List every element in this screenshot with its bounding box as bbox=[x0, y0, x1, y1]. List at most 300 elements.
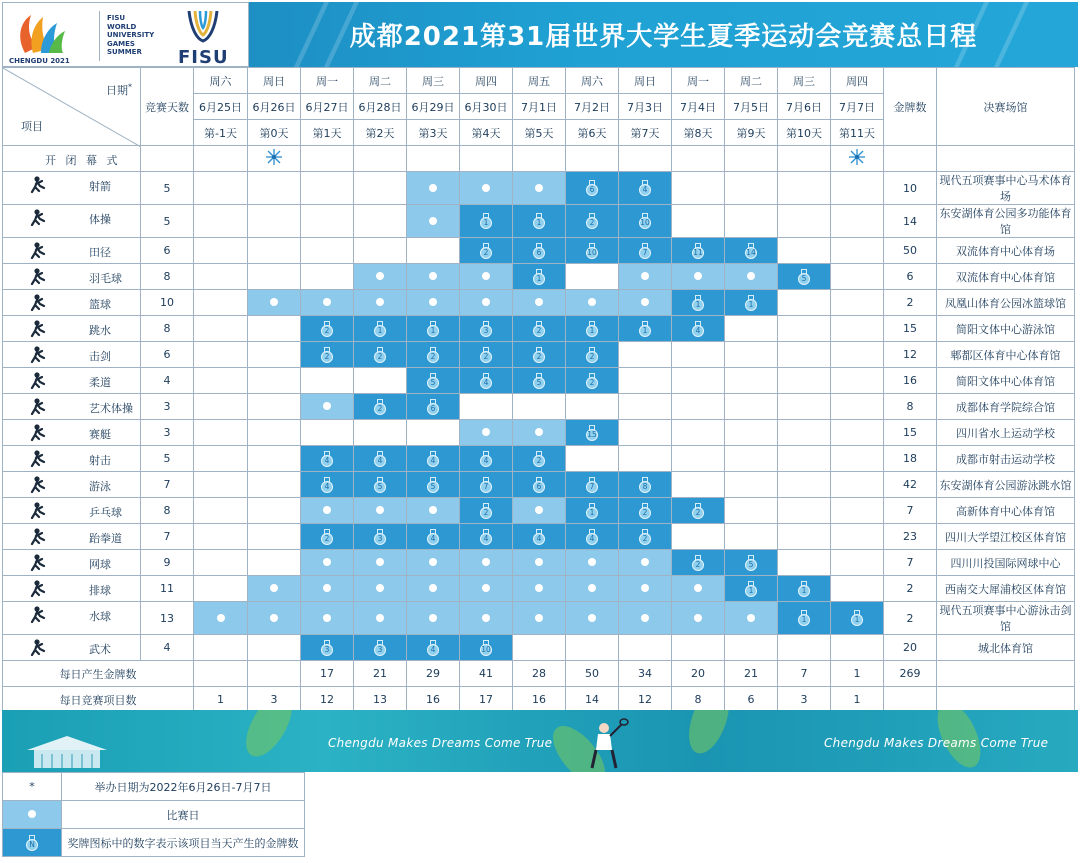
daily-gold-value: 7 bbox=[778, 661, 831, 687]
weekday: 周六 bbox=[194, 68, 248, 94]
day-cell bbox=[778, 238, 831, 264]
medal-icon bbox=[427, 399, 439, 415]
day-cell bbox=[619, 550, 672, 576]
basketball-icon bbox=[29, 293, 51, 311]
competition-day-dot-icon bbox=[535, 584, 543, 592]
gold-count: 6 bbox=[884, 264, 937, 290]
game-day: 第3天 bbox=[407, 120, 460, 146]
competition-days: 6 bbox=[141, 342, 194, 368]
gold-column-header: 金牌数 bbox=[884, 68, 937, 146]
daily-gold-value bbox=[194, 661, 248, 687]
day-cell bbox=[301, 472, 354, 498]
volleyball-icon bbox=[29, 579, 51, 597]
day-cell bbox=[778, 472, 831, 498]
day-cell bbox=[460, 394, 513, 420]
competition-day-dot-icon bbox=[535, 184, 543, 192]
medal-icon bbox=[427, 451, 439, 467]
day-cell bbox=[407, 290, 460, 316]
day-cell bbox=[619, 498, 672, 524]
sport-row bbox=[3, 368, 1075, 394]
competition-day-dot-icon bbox=[482, 184, 490, 192]
day-cell bbox=[778, 368, 831, 394]
medal-icon bbox=[533, 321, 545, 337]
ceremony-label bbox=[3, 146, 141, 172]
item-axis-label: 项目 bbox=[21, 120, 43, 133]
rowing-icon bbox=[29, 423, 51, 441]
competition-days: 4 bbox=[141, 635, 194, 661]
day-cell bbox=[619, 172, 672, 205]
sport-label bbox=[3, 368, 141, 394]
day-cell bbox=[831, 446, 884, 472]
weekday: 周三 bbox=[407, 68, 460, 94]
sport-label bbox=[3, 172, 141, 205]
sport-row bbox=[3, 498, 1075, 524]
day-cell bbox=[248, 316, 301, 342]
day-cell bbox=[407, 550, 460, 576]
day-cell bbox=[194, 446, 248, 472]
competition-day-dot-icon bbox=[217, 614, 225, 622]
competition-day-dot-icon bbox=[323, 298, 331, 306]
day-cell bbox=[619, 342, 672, 368]
day-cell bbox=[301, 446, 354, 472]
sport-label bbox=[3, 238, 141, 264]
day-cell bbox=[619, 368, 672, 394]
game-day: 第1天 bbox=[301, 120, 354, 146]
medal-count: 2 bbox=[321, 533, 333, 545]
sport-row bbox=[3, 472, 1075, 498]
sport-label bbox=[3, 550, 141, 576]
competition-day-dot-icon bbox=[482, 614, 490, 622]
medal-count: 8 bbox=[639, 481, 651, 493]
sport-name: 乒乓球 bbox=[89, 506, 122, 519]
day-cell bbox=[778, 264, 831, 290]
day-cell bbox=[194, 635, 248, 661]
legend-text: 举办日期为2022年6月26日-7月7日 bbox=[62, 773, 305, 801]
competition-day-dot-icon bbox=[429, 584, 437, 592]
medal-icon bbox=[745, 243, 757, 259]
gold-count: 42 bbox=[884, 472, 937, 498]
medal-icon bbox=[586, 243, 598, 259]
sport-row bbox=[3, 394, 1075, 420]
archery-icon bbox=[29, 175, 51, 193]
legend-row bbox=[3, 773, 305, 801]
daily-gold-value: 21 bbox=[354, 661, 407, 687]
title-bar bbox=[249, 2, 1078, 67]
medal-icon bbox=[374, 399, 386, 415]
day-cell bbox=[725, 238, 778, 264]
wushu-icon bbox=[29, 638, 51, 656]
day-cell bbox=[831, 602, 884, 635]
day-cell bbox=[513, 264, 566, 290]
gold-count: 50 bbox=[884, 238, 937, 264]
medal-count: 2 bbox=[586, 217, 598, 229]
medal-icon bbox=[374, 347, 386, 363]
medal-count: 2 bbox=[321, 325, 333, 337]
day-cell bbox=[778, 498, 831, 524]
daily-events-value: 3 bbox=[778, 687, 831, 713]
daily-events-value: 14 bbox=[566, 687, 619, 713]
day-cell bbox=[407, 146, 460, 172]
day-cell bbox=[619, 635, 672, 661]
medal-count: 10 bbox=[481, 644, 491, 654]
day-cell bbox=[778, 316, 831, 342]
badminton-icon bbox=[29, 267, 51, 285]
day-cell bbox=[778, 172, 831, 205]
daily-events-value: 16 bbox=[407, 687, 460, 713]
day-cell bbox=[513, 172, 566, 205]
competition-day-dot-icon bbox=[376, 558, 384, 566]
day-cell bbox=[619, 205, 672, 238]
medal-count: 5 bbox=[427, 377, 439, 389]
competition-day-dot-icon bbox=[429, 272, 437, 280]
medal-count: 10 bbox=[640, 218, 650, 227]
day-cell bbox=[301, 576, 354, 602]
weekday: 周一 bbox=[301, 68, 354, 94]
day-cell bbox=[460, 368, 513, 394]
medal-icon bbox=[692, 321, 704, 337]
day-cell bbox=[725, 394, 778, 420]
pagoda-illustration-icon bbox=[22, 728, 112, 768]
medal-count: 2 bbox=[374, 351, 386, 363]
competition-day-dot-icon bbox=[376, 272, 384, 280]
day-cell bbox=[672, 146, 725, 172]
sport-row bbox=[3, 290, 1075, 316]
competition-day-dot-icon bbox=[323, 402, 331, 410]
daily-events-value: 13 bbox=[354, 687, 407, 713]
day-cell bbox=[354, 635, 407, 661]
game-day: 第-1天 bbox=[194, 120, 248, 146]
competition-day-dot-icon bbox=[641, 614, 649, 622]
slogan-left: Chengdu Makes Dreams Come True bbox=[328, 736, 553, 750]
badminton-player-icon bbox=[582, 718, 632, 770]
day-cell bbox=[301, 368, 354, 394]
day-cell bbox=[566, 576, 619, 602]
day-cell bbox=[354, 342, 407, 368]
empty-cell bbox=[937, 687, 1075, 713]
day-cell bbox=[831, 635, 884, 661]
day-cell bbox=[248, 420, 301, 446]
date: 7月1日 bbox=[513, 94, 566, 120]
day-cell bbox=[301, 238, 354, 264]
sport-name: 田径 bbox=[89, 246, 111, 259]
sport-name: 柔道 bbox=[89, 376, 111, 389]
final-venue: 郫都区体育中心体育馆 bbox=[937, 342, 1075, 368]
legend-medal-symbol bbox=[3, 829, 62, 857]
weekday: 周日 bbox=[619, 68, 672, 94]
competition-day-dot-icon bbox=[429, 217, 437, 225]
competition-days: 11 bbox=[141, 576, 194, 602]
day-cell bbox=[513, 576, 566, 602]
medal-icon bbox=[480, 321, 492, 337]
day-cell bbox=[778, 524, 831, 550]
day-cell bbox=[460, 342, 513, 368]
legend-text: 奖牌图标中的数字表示该项目当天产生的金牌数 bbox=[62, 829, 305, 857]
day-cell bbox=[248, 498, 301, 524]
medal-count: 1 bbox=[427, 325, 439, 337]
day-cell bbox=[566, 238, 619, 264]
day-cell bbox=[778, 602, 831, 635]
header bbox=[2, 2, 1078, 67]
competition-day-dot-icon bbox=[482, 428, 490, 436]
final-venue: 城北体育馆 bbox=[937, 635, 1075, 661]
sport-label bbox=[3, 498, 141, 524]
medal-icon bbox=[586, 213, 598, 229]
day-cell bbox=[194, 498, 248, 524]
day-cell bbox=[778, 205, 831, 238]
day-cell bbox=[301, 550, 354, 576]
day-cell bbox=[672, 550, 725, 576]
day-cell bbox=[672, 238, 725, 264]
day-cell bbox=[460, 205, 513, 238]
competition-days: 3 bbox=[141, 394, 194, 420]
day-cell bbox=[407, 394, 460, 420]
sport-name: 跳水 bbox=[89, 324, 111, 337]
day-cell bbox=[354, 146, 407, 172]
day-cell bbox=[354, 205, 407, 238]
medal-icon bbox=[745, 555, 757, 571]
medal-icon bbox=[533, 243, 545, 259]
day-cell bbox=[725, 342, 778, 368]
day-cell bbox=[672, 368, 725, 394]
day-cell bbox=[831, 172, 884, 205]
date: 6月29日 bbox=[407, 94, 460, 120]
medal-icon bbox=[321, 451, 333, 467]
competition-day-dot-icon bbox=[482, 558, 490, 566]
final-venue: 简阳文体中心体育馆 bbox=[937, 368, 1075, 394]
day-cell bbox=[619, 264, 672, 290]
day-cell bbox=[831, 146, 884, 172]
final-venue: 双流体育中心体育馆 bbox=[937, 264, 1075, 290]
daily-events-label: 每日竞赛项目数 bbox=[3, 687, 194, 713]
day-cell bbox=[566, 635, 619, 661]
daily-events-value: 1 bbox=[831, 687, 884, 713]
game-day: 第9天 bbox=[725, 120, 778, 146]
competition-days: 8 bbox=[141, 264, 194, 290]
sport-name: 武术 bbox=[89, 643, 111, 656]
day-cell bbox=[354, 368, 407, 394]
medal-icon bbox=[480, 503, 492, 519]
day-cell bbox=[194, 602, 248, 635]
competition-days: 5 bbox=[141, 205, 194, 238]
legend-dot-symbol bbox=[3, 801, 62, 829]
competition-day-dot-icon bbox=[535, 298, 543, 306]
slogan-right: Chengdu Makes Dreams Come True bbox=[824, 736, 1049, 750]
game-day: 第8天 bbox=[672, 120, 725, 146]
medal-count: 5 bbox=[374, 481, 386, 493]
day-cell bbox=[672, 290, 725, 316]
medal-count: 6 bbox=[533, 481, 545, 493]
day-cell bbox=[831, 342, 884, 368]
schedule-table bbox=[2, 67, 1075, 713]
day-cell bbox=[566, 420, 619, 446]
competition-day-dot-icon bbox=[323, 614, 331, 622]
day-cell bbox=[248, 238, 301, 264]
competition-day-dot-icon bbox=[270, 584, 278, 592]
daily-gold-value: 20 bbox=[672, 661, 725, 687]
days-column-header: 竞赛天数 bbox=[141, 68, 194, 146]
medal-icon bbox=[480, 373, 492, 389]
medal-icon bbox=[374, 477, 386, 493]
day-cell bbox=[725, 172, 778, 205]
date: 7月4日 bbox=[672, 94, 725, 120]
final-venue: 现代五项赛事中心马术体育场 bbox=[937, 172, 1075, 205]
gold-count: 16 bbox=[884, 368, 937, 394]
date: 6月25日 bbox=[194, 94, 248, 120]
day-cell bbox=[831, 264, 884, 290]
competition-days: 10 bbox=[141, 290, 194, 316]
competition-days: 4 bbox=[141, 368, 194, 394]
day-cell bbox=[725, 290, 778, 316]
gold-count: 7 bbox=[884, 550, 937, 576]
day-cell bbox=[354, 394, 407, 420]
medal-icon bbox=[798, 581, 810, 597]
daily-events-value: 17 bbox=[460, 687, 513, 713]
day-cell bbox=[513, 550, 566, 576]
day-cell bbox=[460, 576, 513, 602]
date: 6月28日 bbox=[354, 94, 407, 120]
medal-count: 7 bbox=[480, 481, 492, 493]
date-axis-label: 日期* bbox=[106, 82, 132, 97]
sport-row bbox=[3, 172, 1075, 205]
medal-icon bbox=[639, 321, 651, 337]
medal-count: 1 bbox=[745, 585, 757, 597]
competition-day-dot-icon bbox=[747, 272, 755, 280]
day-cell bbox=[460, 635, 513, 661]
medal-count: 2 bbox=[692, 559, 704, 571]
weekday: 周二 bbox=[354, 68, 407, 94]
day-cell bbox=[407, 172, 460, 205]
day-cell bbox=[407, 238, 460, 264]
gold-count: 10 bbox=[884, 172, 937, 205]
day-cell bbox=[407, 264, 460, 290]
schedule-body bbox=[3, 146, 1075, 713]
day-cell bbox=[354, 498, 407, 524]
medal-count: 4 bbox=[427, 455, 439, 467]
game-day: 第2天 bbox=[354, 120, 407, 146]
daily-events-value: 6 bbox=[725, 687, 778, 713]
medal-icon bbox=[533, 269, 545, 285]
competition-day-dot-icon bbox=[694, 272, 702, 280]
final-venue: 东安湖体育公园多功能体育馆 bbox=[937, 205, 1075, 238]
day-cell bbox=[778, 394, 831, 420]
medal-count: 1 bbox=[692, 299, 704, 311]
day-cell bbox=[831, 420, 884, 446]
medal-count: 1 bbox=[745, 299, 757, 311]
day-cell bbox=[407, 368, 460, 394]
day-cell bbox=[248, 472, 301, 498]
final-venue: 双流体育中心体育场 bbox=[937, 238, 1075, 264]
day-cell bbox=[407, 576, 460, 602]
day-cell bbox=[194, 550, 248, 576]
sport-name: 网球 bbox=[89, 558, 111, 571]
medal-count: 1 bbox=[586, 325, 598, 337]
date: 7月3日 bbox=[619, 94, 672, 120]
medal-count: 4 bbox=[533, 533, 545, 545]
table-tennis-icon bbox=[29, 501, 51, 519]
competition-days: 8 bbox=[141, 498, 194, 524]
day-cell bbox=[301, 172, 354, 205]
day-cell bbox=[725, 316, 778, 342]
daily-gold-value bbox=[248, 661, 301, 687]
gold-count: 23 bbox=[884, 524, 937, 550]
day-cell bbox=[248, 550, 301, 576]
day-cell bbox=[248, 576, 301, 602]
day-cell bbox=[566, 290, 619, 316]
sport-row bbox=[3, 550, 1075, 576]
day-cell bbox=[672, 394, 725, 420]
day-cell bbox=[248, 342, 301, 368]
final-venue: 四川省水上运动学校 bbox=[937, 420, 1075, 446]
day-cell bbox=[301, 205, 354, 238]
sport-row bbox=[3, 342, 1075, 368]
gold-count: 2 bbox=[884, 576, 937, 602]
day-cell bbox=[248, 146, 301, 172]
day-cell bbox=[301, 264, 354, 290]
medal-icon bbox=[321, 347, 333, 363]
day-cell bbox=[672, 524, 725, 550]
day-cell bbox=[248, 172, 301, 205]
final-venue: 现代五项赛事中心游泳击剑馆 bbox=[937, 602, 1075, 635]
sport-label bbox=[3, 524, 141, 550]
medal-icon bbox=[427, 321, 439, 337]
medal-count: 3 bbox=[321, 644, 333, 656]
day-cell bbox=[513, 368, 566, 394]
competition-day-dot-icon bbox=[429, 506, 437, 514]
competition-day-dot-icon bbox=[747, 614, 755, 622]
date: 7月6日 bbox=[778, 94, 831, 120]
tennis-icon bbox=[29, 553, 51, 571]
legend-symbol: * bbox=[3, 773, 62, 801]
day-cell bbox=[194, 394, 248, 420]
competition-day-dot-icon bbox=[429, 298, 437, 306]
day-cell bbox=[460, 420, 513, 446]
medal-icon bbox=[851, 610, 863, 626]
daily-gold-value: 29 bbox=[407, 661, 460, 687]
day-cell bbox=[460, 146, 513, 172]
empty-cell bbox=[937, 661, 1075, 687]
day-cell bbox=[725, 368, 778, 394]
day-cell bbox=[248, 205, 301, 238]
medal-icon bbox=[745, 295, 757, 311]
weekday: 周二 bbox=[725, 68, 778, 94]
sport-name: 跆拳道 bbox=[89, 532, 122, 545]
day-cell bbox=[194, 264, 248, 290]
gold-count: 7 bbox=[884, 498, 937, 524]
daily-events-value: 1 bbox=[194, 687, 248, 713]
sport-row bbox=[3, 635, 1075, 661]
competition-days: 8 bbox=[141, 316, 194, 342]
game-day: 第0天 bbox=[248, 120, 301, 146]
gold-cell bbox=[884, 146, 937, 172]
day-cell bbox=[778, 550, 831, 576]
medal-count: 10 bbox=[587, 247, 597, 257]
fisu-games-text: FISU WORLD UNIVERSITY GAMES SUMMER bbox=[107, 14, 155, 56]
competition-day-dot-icon bbox=[482, 272, 490, 280]
gymnastics-icon bbox=[29, 208, 51, 226]
competition-day-dot-icon bbox=[482, 584, 490, 592]
competition-day-dot-icon bbox=[535, 614, 543, 622]
day-cell bbox=[301, 146, 354, 172]
sport-label bbox=[3, 342, 141, 368]
day-cell bbox=[354, 602, 407, 635]
sport-label bbox=[3, 316, 141, 342]
medal-count: 4 bbox=[639, 184, 651, 196]
medal-count: 1 bbox=[798, 614, 810, 626]
shooting-icon bbox=[29, 449, 51, 467]
medal-count: 2 bbox=[374, 403, 386, 415]
gold-count: 15 bbox=[884, 420, 937, 446]
medal-icon bbox=[639, 243, 651, 259]
